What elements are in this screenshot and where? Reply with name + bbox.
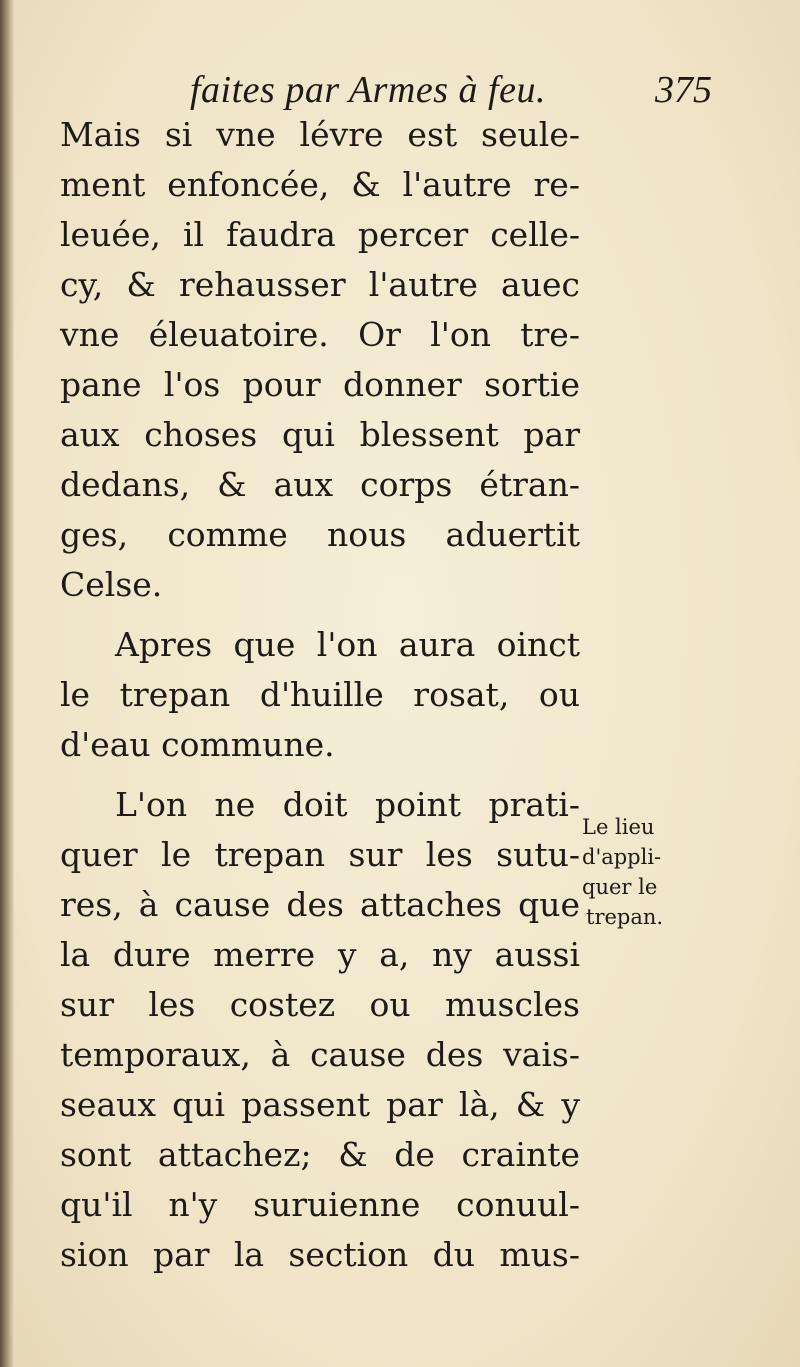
margin-note-line: Le lieu	[582, 815, 655, 839]
margin-note	[582, 812, 712, 932]
text-line: ment enfoncée, & l'autre re-	[60, 165, 580, 204]
margin-note-line: quer le	[582, 875, 658, 899]
body-text	[60, 110, 580, 1280]
text-line: la dure merre y a, ny aussi	[60, 935, 580, 974]
text-line: leuée, il faudra percer celle-	[60, 215, 580, 254]
text-line: pane l'os pour donner sortie	[60, 365, 580, 404]
margin-note-line: trepan.	[586, 905, 664, 929]
text-line: res, à cause des attaches que	[60, 885, 580, 924]
page-number: 375	[655, 69, 712, 111]
text-line: temporaux, à cause des vais-	[60, 1035, 580, 1074]
paragraph-2	[60, 620, 580, 770]
text-line: Apres que l'on aura oinct	[115, 625, 580, 664]
text-line: Mais si vne lévre est seule-	[60, 115, 580, 154]
paragraph-3	[60, 780, 580, 1280]
text-line: sont attachez; & de crainte	[60, 1135, 580, 1174]
text-line: vne éleuatoire. Or l'on tre-	[60, 315, 580, 354]
text-line: dedans, & aux corps étran-	[60, 465, 580, 504]
binding-gutter	[0, 0, 14, 1367]
margin-note-line: d'appli-	[582, 845, 662, 869]
text-line: d'eau commune.	[60, 725, 335, 764]
text-line: Celse.	[60, 565, 163, 604]
text-line: aux choses qui blessent par	[60, 415, 580, 454]
text-line: ges, comme nous aduertit	[60, 515, 580, 554]
text-line: L'on ne doit point prati-	[115, 785, 580, 824]
text-line: sion par la section du mus-	[60, 1235, 580, 1274]
text-line: cy, & rehausser l'autre auec	[60, 265, 580, 304]
text-line: sur les costez ou muscles	[60, 985, 580, 1024]
running-title: faites par Armes à feu.	[190, 69, 546, 111]
text-line: le trepan d'huille rosat, ou	[60, 675, 580, 714]
paragraph-1	[60, 110, 580, 610]
text-line: seaux qui passent par là, & y	[60, 1085, 580, 1124]
text-line: quer le trepan sur les sutu-	[60, 835, 580, 874]
text-line: qu'il n'y suruienne conuul-	[60, 1185, 580, 1224]
